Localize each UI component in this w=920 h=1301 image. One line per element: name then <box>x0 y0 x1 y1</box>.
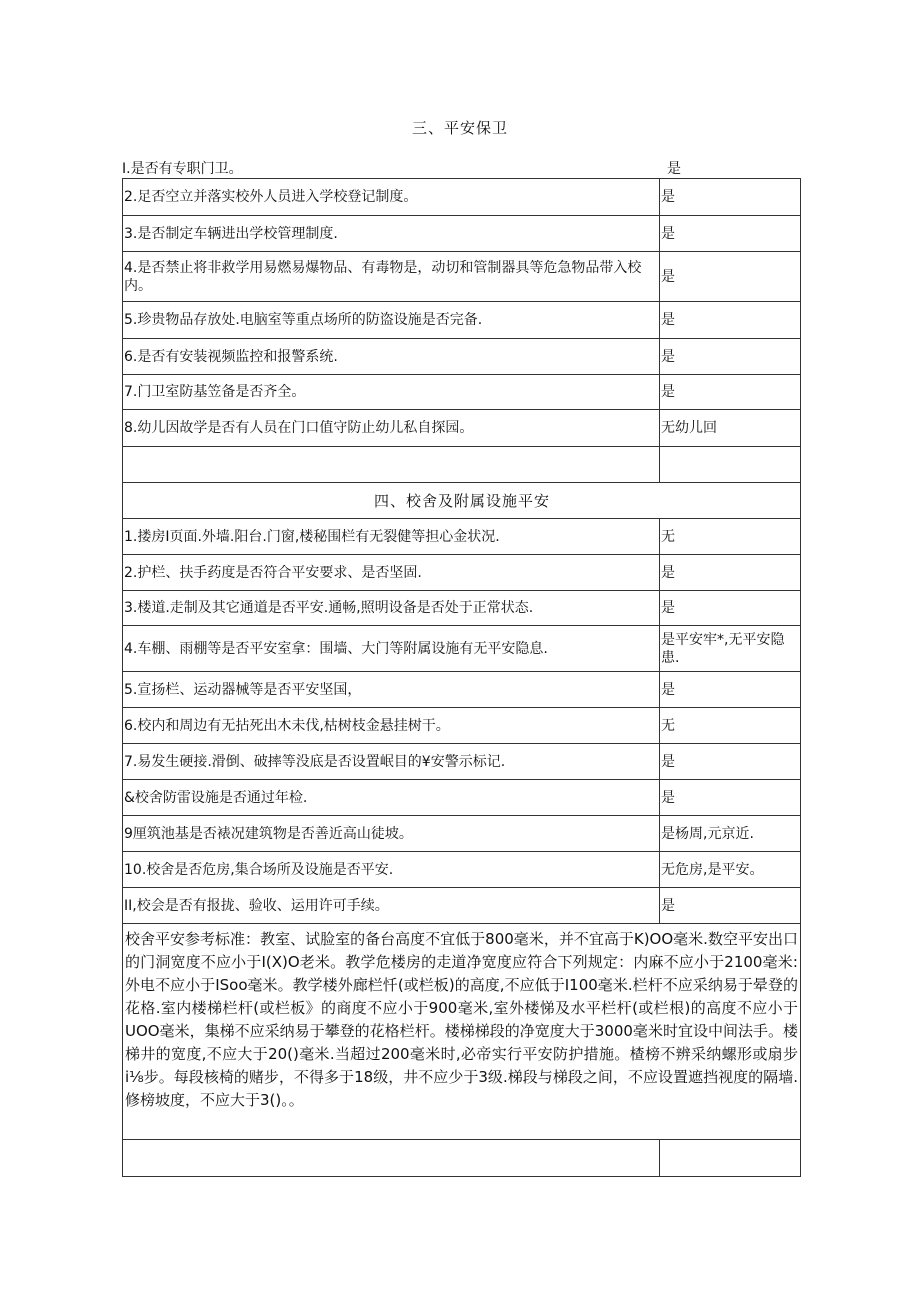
table-row <box>123 555 801 591</box>
item-question: 2.护栏、扶手药度是否符合平安要求、是否坚固. <box>123 555 660 591</box>
item-answer: 是平安牢*,无平安隐患. <box>660 626 801 672</box>
inspection-table <box>122 178 801 1177</box>
item-question: I.是否有专职门卫。 <box>122 161 243 177</box>
item-question: 6.校内和周边有无拈死出木未伐,枯树枝金悬挂树干。 <box>123 708 660 744</box>
table-row <box>123 519 801 555</box>
item-answer: 是杨周,元京近. <box>660 816 801 852</box>
standard-row <box>123 924 801 1140</box>
item-answer: 是 <box>660 252 801 302</box>
empty-row <box>123 447 801 483</box>
item-answer: 无危房,是平安。 <box>660 852 801 888</box>
item-question: 8.幼儿因故学是否有人员在门口值守防止幼儿私自探园。 <box>123 410 660 447</box>
item-answer: 是 <box>660 555 801 591</box>
table-row <box>123 780 801 816</box>
table-row <box>123 339 801 375</box>
table-row <box>123 672 801 708</box>
empty-row <box>123 1140 801 1177</box>
item-answer: 无 <box>660 708 801 744</box>
item-question: II,校会是否有报拢、验收、运用许可手续。 <box>123 888 660 924</box>
item-question: 5.珍贵物品存放处.电脑室等重点场所的防盗设施是否完备. <box>123 302 660 339</box>
item-answer: 无幼儿回 <box>660 410 801 447</box>
item-answer: 是 <box>660 179 801 216</box>
safety-standard-text: 校舍平安参考标准：教室、试脸室的备台高度不宜低于800毫米，并不宜高于K)OO毫米.数空平安出口的门洞宽度不应小于I(X)O老米。教学危楼房的走道净宽度应符合下列规定：内麻不应小于2100毫米:外电不应小于ISoo毫米。教学楼外廊栏忏(或栏板)的高度,不应低于I100毫米.栏杆不应采纳易于晕登的花格.室内楼梯栏杆(或栏板》的商度不应小于900毫米,室外楼悌及水平栏杆(或栏根)的高度不应小于UOO毫米，集梯不应采纳易于攀登的花格栏杆。楼梯梯段的净宽度大于3000毫米时宜设中间法手。楼梯井的宽度,不应大于20()毫米.当超过200毫米时,必帝实行平安防护措施。楂榜不辨采纳螺形或扇步i⅛步。每段核椅的赌步，不得多于18级，井不应少于3级.梯段与梯段之间，不应设置遮挡视度的隔墙.修榜坡度，不应大于3()。。 <box>123 924 801 1140</box>
table-row <box>123 591 801 626</box>
table-row <box>123 626 801 672</box>
table-row <box>123 252 801 302</box>
item-answer: 无 <box>660 519 801 555</box>
item-question: 1.搂房I页面.外墙.阳台.门窗,楼秘围栏有无裂健等担心金状况. <box>123 519 660 555</box>
item-question: &校舍防雷设施是否通过年检. <box>123 780 660 816</box>
item-answer: 是 <box>660 744 801 780</box>
item-question: 7.门卫室防基笠备是否齐全。 <box>123 375 660 410</box>
table-row <box>123 410 801 447</box>
table-row <box>123 888 801 924</box>
item-question: 4.是否禁止将非救学用易燃易爆物品、有毒物是，动切和管制器具等危急物品带入校内。 <box>123 252 660 302</box>
item-answer: 是 <box>660 591 801 626</box>
table-row <box>123 302 801 339</box>
table-row <box>123 375 801 410</box>
first-item-row <box>122 158 800 178</box>
item-question: 6.是否有安装视频监控和报警系统. <box>123 339 660 375</box>
table-row <box>123 744 801 780</box>
section-header-row <box>123 483 801 519</box>
section-3-title: 三、平安保卫 <box>411 119 508 137</box>
table-row <box>123 216 801 252</box>
item-question: 3.是否制定车辆进出学校管理制度. <box>123 216 660 252</box>
item-answer: 是 <box>660 216 801 252</box>
item-answer: 是 <box>660 672 801 708</box>
item-question: 9厘筑池基是否裱况建筑物是否善近高山徒坡。 <box>123 816 660 852</box>
item-question: 3.楼道.走制及其它通道是否平安.通畅,照明设备是否处于正常状态. <box>123 591 660 626</box>
item-question: 4.车棚、雨棚等是否平安室拿：围墙、大门等附属设施有无平安隐息. <box>123 626 660 672</box>
item-answer: 是 <box>660 339 801 375</box>
item-answer: 是 <box>660 888 801 924</box>
item-question: 5.宣扬栏、运动器械等是否平安坚国， <box>123 672 660 708</box>
table-row <box>123 708 801 744</box>
item-answer: 是 <box>660 780 801 816</box>
section-4-title: 四、校舍及附属设施平安 <box>123 483 801 519</box>
table-row <box>123 816 801 852</box>
item-answer: 是 <box>660 375 801 410</box>
item-question: 2.足否空立并落实校外人员进入学校登记制度。 <box>123 179 660 216</box>
table-row <box>123 852 801 888</box>
item-question: 7.易发生硬接.滑倒、破摔等没底是否设置岷目的¥安警示标记. <box>123 744 660 780</box>
item-answer: 是 <box>660 302 801 339</box>
item-answer: 是 <box>667 161 681 177</box>
table-row <box>123 179 801 216</box>
item-question: 10.校舍是否危房,集合场所及设施是否平安. <box>123 852 660 888</box>
